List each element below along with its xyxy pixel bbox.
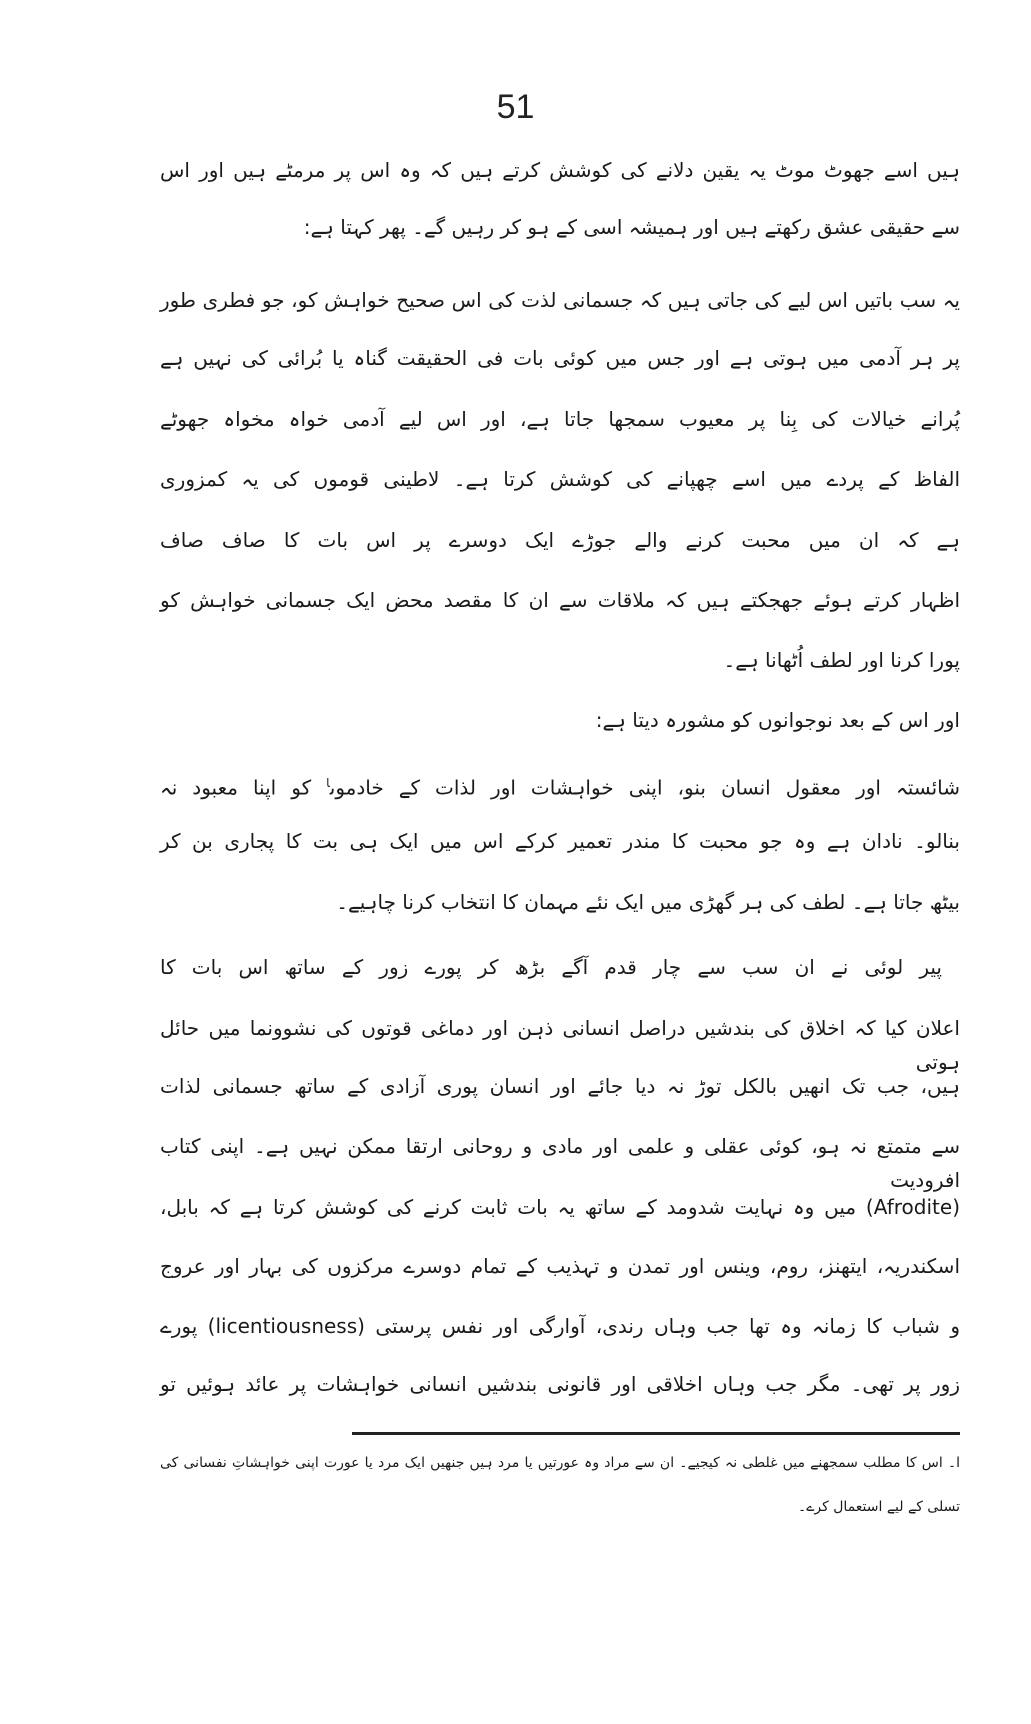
quote-line: اظہار کرتے ہوئے جھجکتے ہیں کہ ملاقات سے ان کا مقصد محض ایک جسمانی خواہش کو xyxy=(160,588,960,612)
footnote-line: ا۔ اس کا مطلب سمجھنے میں غلطی نہ کیجیے۔ ان سے مراد وہ عورتیں یا مرد ہیں جنھیں ایک مرد یا عورت اپنی خواہشاتِ نفسانی کی xyxy=(160,1455,960,1471)
quote-line-part: کو اپنا معبود نہ xyxy=(160,775,312,800)
quote-line: بیٹھ جاتا ہے۔ لطف کی ہر گھڑی میں ایک نئے مہمان کا انتخاب کرنا چاہیے۔ xyxy=(336,890,960,914)
footnote-line: تسلی کے لیے استعمال کرے۔ xyxy=(798,1499,960,1515)
quote-line: ہے کہ ان میں محبت کرنے والے جوڑے ایک دوسرے پر اس بات کا صاف صاف xyxy=(160,528,960,552)
quote-line: بنالو۔ نادان ہے وہ جو محبت کا مندر تعمیر کرکے اس میں ایک ہی بت کا پجاری بن کر xyxy=(160,829,960,853)
text-line: اور اس کے بعد نوجوانوں کو مشورہ دیتا ہے: xyxy=(595,708,960,732)
text-line: سے متمتع نہ ہو، کوئی عقلی و علمی اور مادی و روحانی ارتقا ممکن نہیں ہے۔ اپنی کتاب افرودیت xyxy=(160,1134,960,1192)
quote-line: پر ہر آدمی میں ہوتی ہے اور جس میں کوئی بات فی الحقیقت گناہ یا بُرائی کی نہیں ہے xyxy=(160,346,960,370)
text-line: اعلان کیا کہ اخلاق کی بندشیں دراصل انسانی ذہن اور دماغی قوتوں کی نشوونما میں حائل ہوتی xyxy=(160,1016,960,1074)
quote-line xyxy=(160,766,960,805)
text-line: زور پر تھی۔ مگر جب وہاں اخلاقی اور قانونی بندشیں انسانی خواہشات پر عائد ہوئیں تو xyxy=(160,1372,960,1396)
quote-line: یہ سب باتیں اس لیے کی جاتی ہیں کہ جسمانی لذت کی اس صحیح خواہش کو، جو فطری طور xyxy=(160,288,960,312)
text-line: سے حقیقی عشق رکھتے ہیں اور ہمیشہ اسی کے ہو کر رہیں گے۔ پھر کہتا ہے: xyxy=(303,215,960,239)
quote-line: پورا کرنا اور لطف اُٹھانا ہے۔ xyxy=(723,648,960,672)
text-line: اسکندریہ، ایتھنز، روم، وینس اور تمدن و تہذیب کے تمام دوسرے مرکزوں کی بہار اور عروج xyxy=(160,1254,960,1278)
quote-line: الفاظ کے پردے میں اسے چھپانے کی کوشش کرتا ہے۔ لاطینی قوموں کی یہ کمزوری xyxy=(160,467,960,491)
quote-line-part: شائستہ اور معقول انسان بنو، اپنی خواہشات اور لذات کے خادموں xyxy=(329,775,960,800)
text-line: پیر لوئی نے ان سب سے چار قدم آگے بڑھ کر پورے زور کے ساتھ اس بات کا xyxy=(160,955,942,979)
text-line: ہیں اسے جھوٹ موٹ یہ یقین دلانے کی کوشش کرتے ہیں کہ وہ اس پر مرمٹے ہیں اور اس xyxy=(160,158,960,182)
text-line: و شباب کا زمانہ وہ تھا جب وہاں رندی، آوارگی اور نفس پرستی (licentiousness) پورے xyxy=(160,1314,960,1338)
text-line: (Afrodite) میں وہ نہایت شدومد کے ساتھ یہ بات ثابت کرنے کی کوشش کرتا ہے کہ بابل، xyxy=(160,1195,960,1219)
footnote-ref[interactable]: ا xyxy=(326,776,330,790)
page-number: 51 xyxy=(496,88,535,126)
footnote-divider xyxy=(352,1432,960,1435)
quote-line: پُرانے خیالات کی بِنا پر معیوب سمجھا جاتا ہے، اور اس لیے آدمی خواہ مخواہ جھوٹے xyxy=(160,407,960,431)
text-line: ہیں، جب تک انھیں بالکل توڑ نہ دیا جائے اور انسان پوری آزادی کے ساتھ جسمانی لذات xyxy=(160,1074,960,1098)
